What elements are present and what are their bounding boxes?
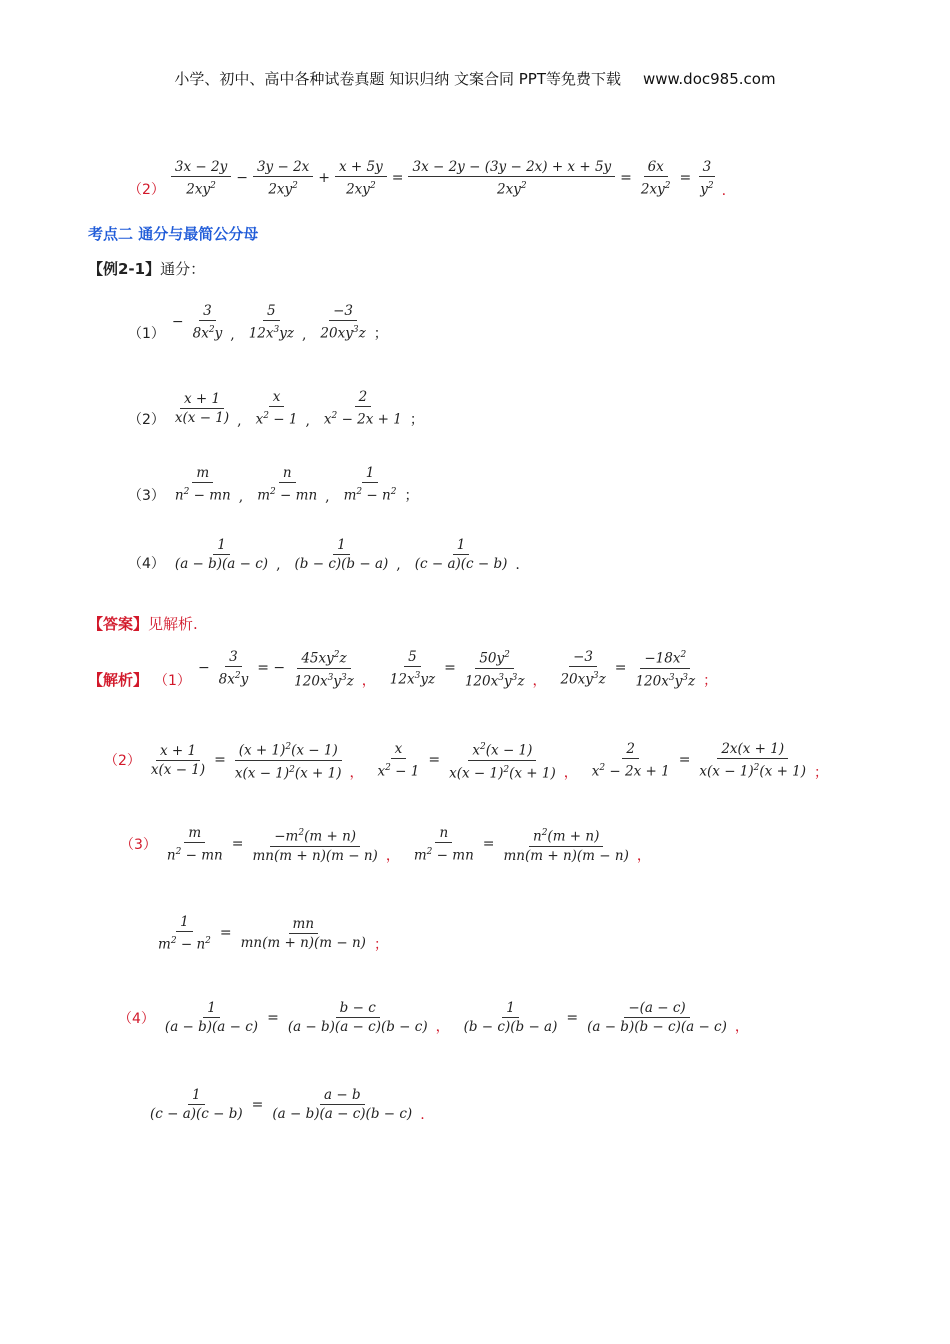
top-equation: （2） $\frac{3x - 2y}{2xy^2}$ − $\frac{3y - 2x}{2xy^2}$ + $\frac{x + 5y}{2xy^2}$ = $\frac{3x - 2y - (3y - 2x) + x + 5y}{2xy^2}$ = $\frac{6x}{2xy^2}$ = $\frac{3}{y^2}$ . [128,159,727,199]
solution-number: （1） [154,673,191,689]
item-number: （2） [128,181,165,198]
period: . [420,1107,425,1123]
page-header [0,68,950,89]
solution-number: （3） [120,837,157,854]
example-text: 通分： [160,260,206,278]
problem-end: ； [404,487,419,504]
comma: ， [532,673,547,689]
section-title: 考点二 通分与最简公分母 [88,225,259,243]
example-tag: 【例2-1】 [88,260,161,278]
answer-tag: 【答案】 [88,615,149,633]
solution-3: （3） $\frac{m}{n^2 - mn}$ = $\frac{-m^2(m + n)}{mn(m + n)(m - n)}$ ， $\frac{n}{m^2 - mn}$ = $\frac{n^2(m + n)}{mn(m + n)(m - n)}$ ， [120,825,651,864]
solution-number: （2） [104,753,141,769]
solution-1: 【解析】 （1） − $\frac{3}{8x^2y}$ = − $\frac{45xy^2z}{120x^3y^3z}$ ， $\frac{5}{12x^3yz}$ = $\frac{50y^2}{120x^3y^3z}$ ， $\frac{-3}{20xy^3z}$ = $\frac{-18x^2}{120x^3y^3z}$ ； [88,646,725,690]
problem-number: （3） [128,487,165,504]
item-end: . [721,182,727,199]
problem-end: ； [409,411,424,428]
problem-1: （1） − $\frac{3}{8x^2y}$ , $\frac{5}{12x^3yz}$ , $\frac{-3}{20xy^3z}$ ； [128,303,388,343]
header-text: 小学、初中、高中各种试卷真题 知识归纳 文案合同 PPT等免费下载 [174,70,621,88]
solution-2: （2） $\frac{x + 1}{x(x - 1)}$ = $\frac{(x + 1)^2(x - 1)}{x(x - 1)^2(x + 1)}$ ， $\frac{x}{x^2 - 1}$ = $\frac{x^2(x - 1)}{x(x - 1)^2(x + 1)}$ ， $\frac{2}{x^2 - 2x + 1}$ = $\frac{2x(x + 1)}{x(x - 1)^2(x + 1)}$ ； [104,738,836,782]
header-site: www.doc985.com [642,70,776,88]
problem-end: ； [373,325,388,342]
problem-4: （4） $\frac{1}{(a - b)(a - c)}$ , $\frac{1}{(b - c)(b - a)}$ , $\frac{1}{(c - a)(c - b)}$ . [128,537,520,573]
problem-3: （3） $\frac{m}{n^2 - mn}$ , $\frac{n}{m^2 - mn}$ , $\frac{1}{m^2 - n^2}$ ； [128,465,419,505]
problem-number: （2） [128,411,165,428]
comma: ， [734,1019,749,1035]
comma: ， [385,847,400,864]
comma: ， [563,765,578,781]
problem-number: （4） [128,556,165,572]
answer-line [88,613,198,634]
comma: ， [349,765,364,781]
example-label [88,258,205,279]
comma: ， [435,1019,450,1035]
solution-4b: $\frac{1}{(c - a)(c - b)}$ = $\frac{a - b}{(a - b)(a - c)(b - c)}$ . [150,1087,425,1123]
solution-4: （4） $\frac{1}{(a - b)(a - c)}$ = $\frac{b - c}{(a - b)(a - c)(b - c)}$ ， $\frac{1}{(b - c)(b - a)}$ = $\frac{-(a - c)}{(a - b)(b - c)(a - c)}$ ， [118,1000,749,1035]
semicolon: ； [703,673,718,689]
problem-number: （1） [128,325,165,342]
solution-tag: 【解析】 [88,671,149,689]
comma: ， [636,847,651,864]
solution-number: （4） [118,1010,155,1027]
comma: ， [361,673,376,689]
semicolon: ； [814,765,829,781]
solution-3b: $\frac{1}{m^2 - n^2}$ = $\frac{mn}{mn(m + n)(m - n)}$ ； [158,914,388,953]
problem-2: （2） $\frac{x + 1}{x(x - 1)}$ , $\frac{x}{x^2 - 1}$ , $\frac{2}{x^2 - 2x + 1}$ ； [128,389,424,429]
semicolon: ； [373,936,388,953]
answer-text: 见解析. [148,615,198,633]
problem-end: . [515,557,520,573]
